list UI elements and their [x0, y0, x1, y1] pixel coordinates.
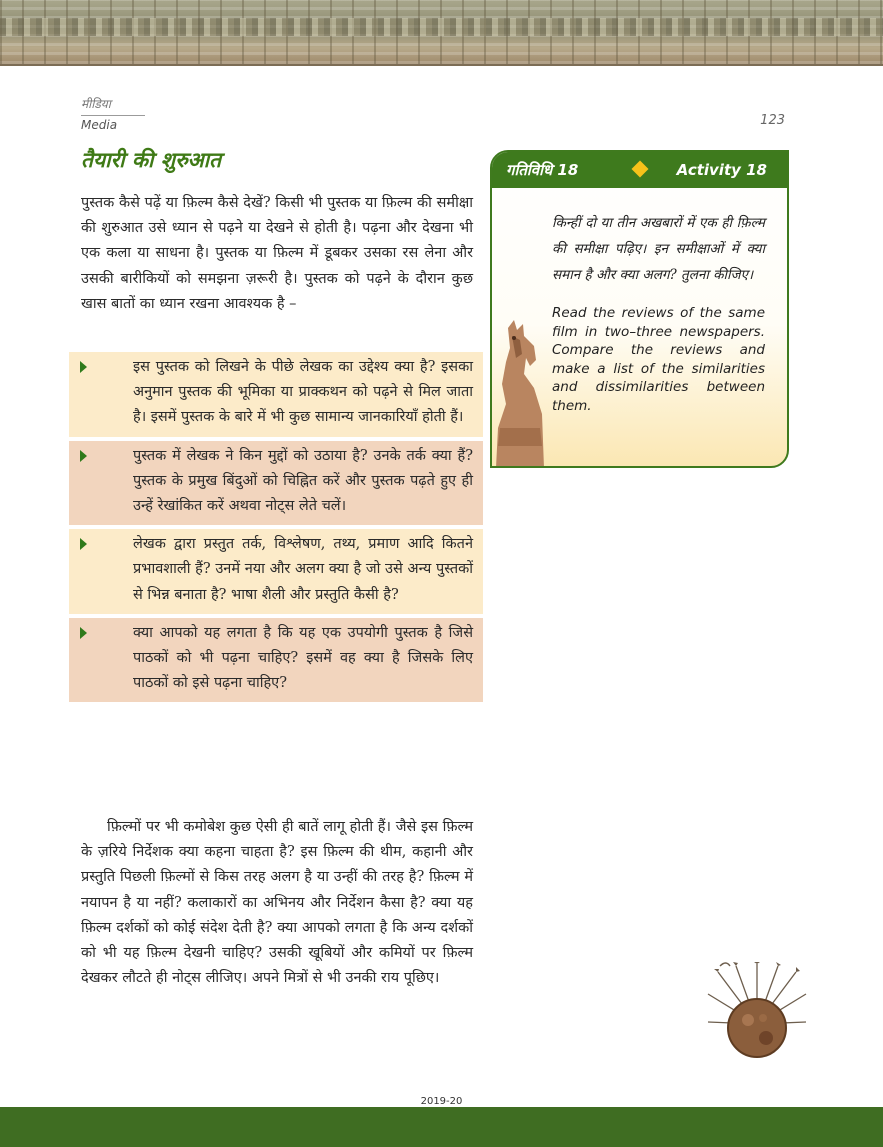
bullet-list — [69, 352, 483, 702]
diamond-icon — [632, 161, 649, 178]
list-item — [69, 618, 483, 703]
footer-year: 2019-20 — [420, 1096, 463, 1107]
activity-text-hindi: किन्हीं दो या तीन अखबारों में एक ही फ़िल्म की समीक्षा पढ़िए। इन समीक्षाओं में क्या समान है और क्या अलग? तुलना कीजिए। — [552, 215, 765, 283]
activity-header — [492, 152, 787, 188]
shield-with-arrows-image — [706, 962, 808, 1070]
running-head — [81, 95, 145, 132]
activity-box — [490, 150, 789, 468]
page-number: 123 — [760, 113, 785, 128]
list-item — [69, 529, 483, 614]
bullet-arrow-icon — [80, 627, 87, 639]
activity-label-english: Activity 18 — [676, 161, 767, 179]
carved-ornament-strip — [0, 18, 883, 36]
activity-text-english: Read the reviews of the same film in two–three newspapers. Compare the reviews and make a list of the similarities and dissimilarities between them. — [552, 305, 765, 414]
section-title: तैयारी की शुरुआत — [81, 148, 222, 172]
list-item-text: इस पुस्तक को लिखने के पीछे लेखक का उद्देश्य क्या है? इसका अनुमान पुस्तक की भूमिका या प्राक्कथन को पढ़ने से मिल जाता है। इसमें पुस्तक के बारे में भी कुछ सामान्य जानकारियाँ होती हैं। — [133, 359, 473, 426]
closing-paragraph: फ़िल्मों पर भी कमोबेश कुछ ऐसी ही बातें लागू होती हैं। जैसे इस फ़िल्म के ज़रिये निर्देशक क्या कहना चाहता है? इस फ़िल्म की थीम, कहानी और प्रस्तुति पिछली फ़िल्मों से किस तरह अलग है या उन्हीं की तरह है? फ़िल्म में नयापन है या नहीं? कलाकारों का अभिनय और निर्देशन कैसा है? क्या यह फ़िल्म दर्शकों को कोई संदेश देती है? क्या आपको लगता है कि अन्य दर्शकों को भी यह फ़िल्म देखनी चाहिए? उसकी खूबियों और कमियों पर फ़िल्म देखकर लौटते ही नोट्स लीजिए। अपने मित्रों से भी उनकी राय पूछिए। — [81, 819, 473, 987]
bullet-arrow-icon — [80, 361, 87, 373]
bullet-arrow-icon — [80, 538, 87, 550]
list-item-text: पुस्तक में लेखक ने किन मुद्दों को उठाया है? उनके तर्क क्या हैं? पुस्तक के प्रमुख बिंदुओं को चिह्नित करें और पुस्तक पढ़ते हुए ही उन्हें रेखांकित करें अथवा नोट्स लेते चलें। — [133, 447, 473, 515]
subject-english: Media — [81, 118, 118, 132]
intro-paragraph: पुस्तक कैसे पढ़ें या फ़िल्म कैसे देखें? किसी भी पुस्तक या फ़िल्म की समीक्षा की शुरुआत उसे ध्यान से पढ़ने या देखने से होती है। पढ़ना और देखना भी एक कला या साधना है। पुस्तक या फ़िल्म में डूबकर उसका रस लेना और उसकी बारीकियों को समझना ज़रूरी है। पुस्तक को पढ़ने के दौरान कुछ खास बातों का ध्यान रखना आवश्यक है – — [81, 195, 473, 312]
list-item — [69, 352, 483, 437]
bullet-arrow-icon — [80, 450, 87, 462]
footer-band — [0, 1107, 883, 1147]
list-item — [69, 441, 483, 526]
horse-statue-image — [490, 318, 550, 468]
list-item-text: लेखक द्वारा प्रस्तुत तर्क, विश्लेषण, तथ्य, प्रमाण आदि कितने प्रभावशाली हैं? उनमें नया और अलग क्या है जो उसे अन्य पुस्तकों से भिन्न बनाता है? भाषा शैली और प्रस्तुति कैसी है? — [133, 536, 473, 603]
decorative-header-band — [0, 0, 883, 66]
activity-label-hindi: गतिविधि 18 — [506, 161, 579, 179]
list-item-text: क्या आपको यह लगता है कि यह एक उपयोगी पुस्तक है जिसे पाठकों को भी पढ़ना चाहिए? इसमें वह क्या है जिसके लिए पाठकों को इसे पढ़ना चाहिए? — [133, 624, 473, 692]
subject-hindi: मीडिया — [81, 95, 145, 116]
